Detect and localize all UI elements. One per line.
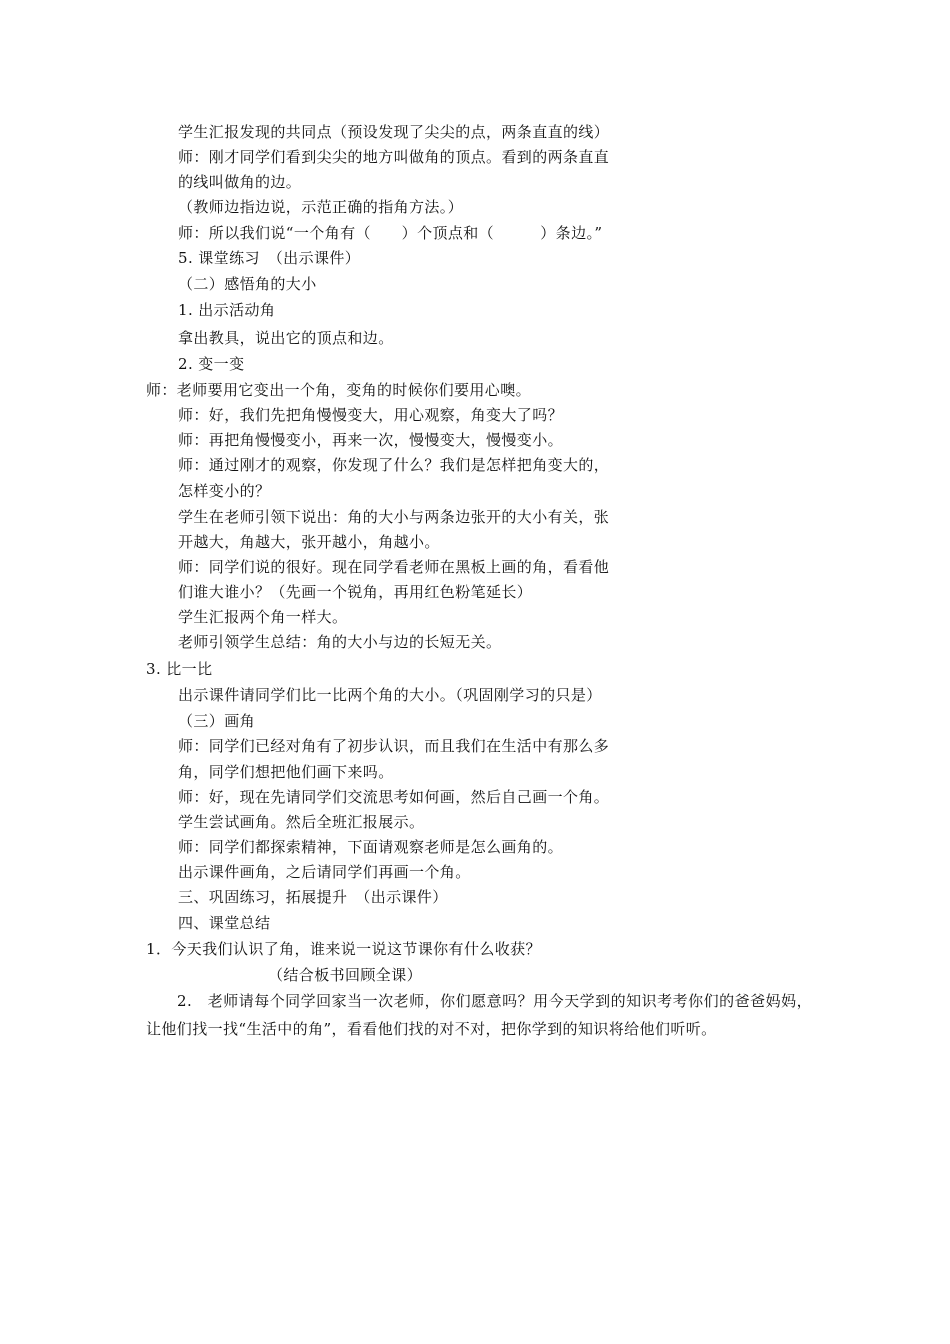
text-line: 师：再把角慢慢变小，再来一次，慢慢变大，慢慢变小。 <box>178 431 564 449</box>
text-line: 学生在老师引领下说出：角的大小与两条边张开的大小有关，张 <box>178 508 610 526</box>
section-heading: 2. 变一变 <box>178 355 245 373</box>
section-heading: （二）感悟角的大小 <box>178 275 317 293</box>
text-line: 师：好，我们先把角慢慢变大，用心观察，角变大了吗？ <box>178 406 564 424</box>
section-heading: 四、课堂总结 <box>178 914 271 932</box>
text-line: 师：所以我们说“一个角有（ ）个顶点和（ ）条边。” <box>178 224 603 242</box>
text-line: 怎样变小的？ <box>178 482 271 500</box>
text-line: 开越大，角越大，张开越小，角越小。 <box>178 533 440 551</box>
section-heading: 1. 出示活动角 <box>178 301 276 319</box>
text-line: 们谁大谁小？（先画一个锐角，再用红色粉笔延长） <box>178 583 533 601</box>
text-line: （教师边指边说，示范正确的指角方法。） <box>178 198 464 216</box>
text-line: 学生尝试画角。然后全班汇报展示。 <box>178 813 425 831</box>
final-paragraph: 2. 老师请每个同学回家当一次老师，你们愿意吗？用今天学到的知识考考你们的爸爸妈妈，让他们找一找“生活中的角”，看看他们找的对不对，把你学到的知识将给他们听听。 <box>146 992 812 1038</box>
text-line: 学生汇报发现的共同点（预设发现了尖尖的点，两条直直的线） <box>178 123 610 141</box>
text-line: 老师引领学生总结：角的大小与边的长短无关。 <box>178 633 502 651</box>
text-line: 的线叫做角的边。 <box>178 173 302 191</box>
text-line: 出示课件请同学们比一比两个角的大小。（巩固刚学习的只是） <box>178 686 602 704</box>
text-line: 师：同学们已经对角有了初步认识，而且我们在生活中有那么多 <box>178 737 610 755</box>
section-heading: 5. 课堂练习 （出示课件） <box>178 249 361 267</box>
text-line: 角，同学们想把他们画下来吗。 <box>178 763 394 781</box>
section-heading: 三、巩固练习，拓展提升 （出示课件） <box>178 888 448 906</box>
text-line: 师：老师要用它变出一个角，变角的时候你们要用心噢。 <box>146 381 532 399</box>
text-line: 师：刚才同学们看到尖尖的地方叫做角的顶点。看到的两条直直 <box>178 148 610 166</box>
section-heading: 3. 比一比 <box>146 660 213 678</box>
text-line: 1．今天我们认识了角，谁来说一说这节课你有什么收获？ <box>146 940 541 958</box>
text-line: 学生汇报两个角一样大。 <box>178 608 348 626</box>
section-heading: （三）画角 <box>178 712 256 730</box>
text-line: 师：同学们说的很好。现在同学看老师在黑板上画的角，看看他 <box>178 558 610 576</box>
text-line: 拿出教具，说出它的顶点和边。 <box>178 329 394 347</box>
text-line: （结合板书回顾全课） <box>268 966 423 984</box>
text-line: 师：通过刚才的观察，你发现了什么？我们是怎样把角变大的， <box>178 456 610 474</box>
text-line: 师：好，现在先请同学们交流思考如何画，然后自己画一个角。 <box>178 788 610 806</box>
text-line: 出示课件画角，之后请同学们再画一个角。 <box>178 863 471 881</box>
text-line: 师：同学们都探索精神，下面请观察老师是怎么画角的。 <box>178 838 564 856</box>
